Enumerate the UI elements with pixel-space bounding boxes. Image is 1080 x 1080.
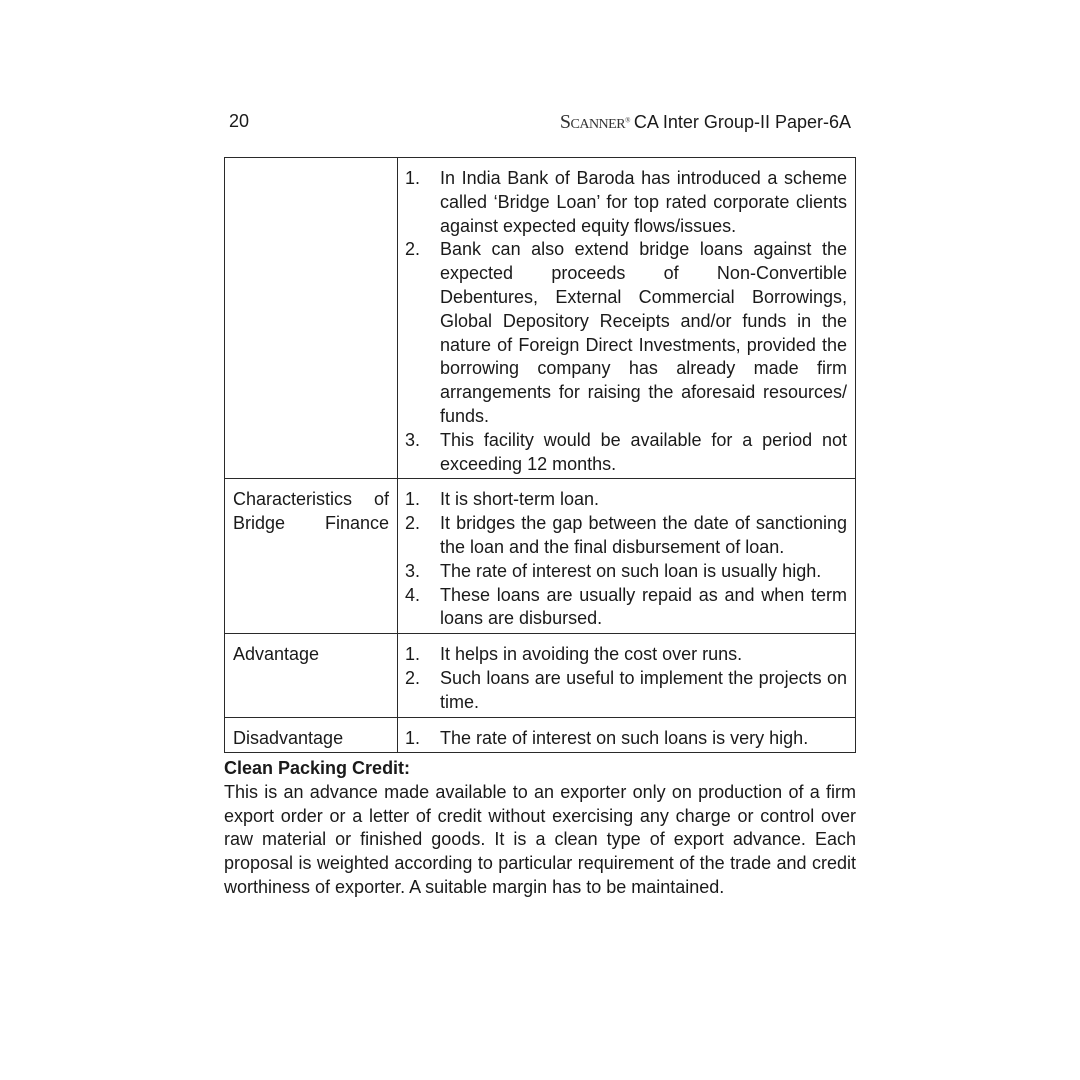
page-number: 20: [229, 111, 250, 131]
item-number: 1.: [405, 489, 421, 510]
item-text: It bridges the gap between the date of sanctioning the loan and the final disbursement of loan.: [440, 513, 847, 557]
list-item: [405, 727, 847, 751]
list-item: [405, 488, 847, 512]
list-item: [405, 167, 847, 238]
point-list: [405, 727, 847, 751]
item-number: 2.: [405, 513, 421, 534]
point-list: [405, 488, 847, 631]
running-head: [560, 111, 851, 134]
table-row: [225, 717, 856, 753]
item-number: 1.: [405, 727, 421, 748]
row-label: [225, 158, 398, 479]
row-label: Disadvantage: [225, 717, 398, 753]
page-header: [229, 111, 851, 135]
section-paragraph: This is an advance made available to an exporter only on production of a firm export order or a letter of credit without exercising any charge or control over raw material or finished goods. It is a clean type of export advance. Each proposal is weighted according to particular requirement of the trade and credit worthiness of exporter. A suitable margin has to be maintained.: [224, 781, 856, 897]
table-row: [225, 634, 856, 717]
row-label-text: Characteristics of Bridge Finance: [233, 489, 389, 534]
section-heading: Clean Packing Credit:: [224, 758, 411, 778]
item-text: Bank can also extend bridge loans against the expected proceeds of Non-Convertible Debentures, External Commercial Borrowings, Global Depository Receipts and/or funds in the nature of Foreign Direct Investments, provided the borrowing company has already made firm arrangements for raising the aforesaid resources/ funds.: [440, 239, 847, 426]
list-item: [405, 560, 847, 584]
item-text: The rate of interest on such loan is usually high.: [440, 560, 822, 581]
row-content: [398, 717, 856, 753]
point-list: [405, 643, 847, 714]
item-text: These loans are usually repaid as and when term loans are disbursed.: [440, 584, 847, 629]
list-item: [405, 643, 847, 667]
row-label: [225, 479, 398, 634]
list-item: [405, 512, 847, 560]
row-content: [398, 158, 856, 479]
scanner-logo: SCANNER®: [559, 111, 630, 133]
row-content: [398, 634, 856, 717]
item-text: The rate of interest on such loans is very high.: [440, 727, 809, 748]
table-row: [225, 158, 856, 479]
item-number: 1.: [405, 168, 421, 188]
clean-packing-credit-section: [224, 757, 856, 900]
item-number: 3.: [405, 429, 421, 450]
item-text: This facility would be available for a period not exceeding 12 months.: [440, 429, 847, 474]
list-item: [405, 429, 847, 477]
item-text: It is short-term loan.: [440, 489, 600, 510]
item-number: 4.: [405, 584, 421, 605]
list-item: [405, 238, 847, 428]
row-label: Advantage: [225, 634, 398, 717]
item-number: 2.: [405, 667, 421, 688]
list-item: [405, 584, 847, 632]
point-list: [405, 167, 847, 476]
table-row: [225, 479, 856, 634]
item-number: 3.: [405, 560, 421, 581]
row-content: [398, 479, 856, 634]
list-item: [405, 667, 847, 715]
item-number: 1.: [405, 644, 421, 665]
item-text: It helps in avoiding the cost over runs.: [440, 644, 743, 665]
item-text: Such loans are useful to implement the projects on time.: [440, 667, 847, 712]
item-number: 2.: [405, 239, 421, 260]
book-title: CA Inter Group-II Paper-6A: [633, 112, 851, 132]
item-text: In India Bank of Baroda has introduced a scheme called ‘Bridge Loan’ for top rated corporate clients against expected equity flows/issues.: [440, 168, 847, 236]
bridge-finance-table: [224, 157, 856, 753]
